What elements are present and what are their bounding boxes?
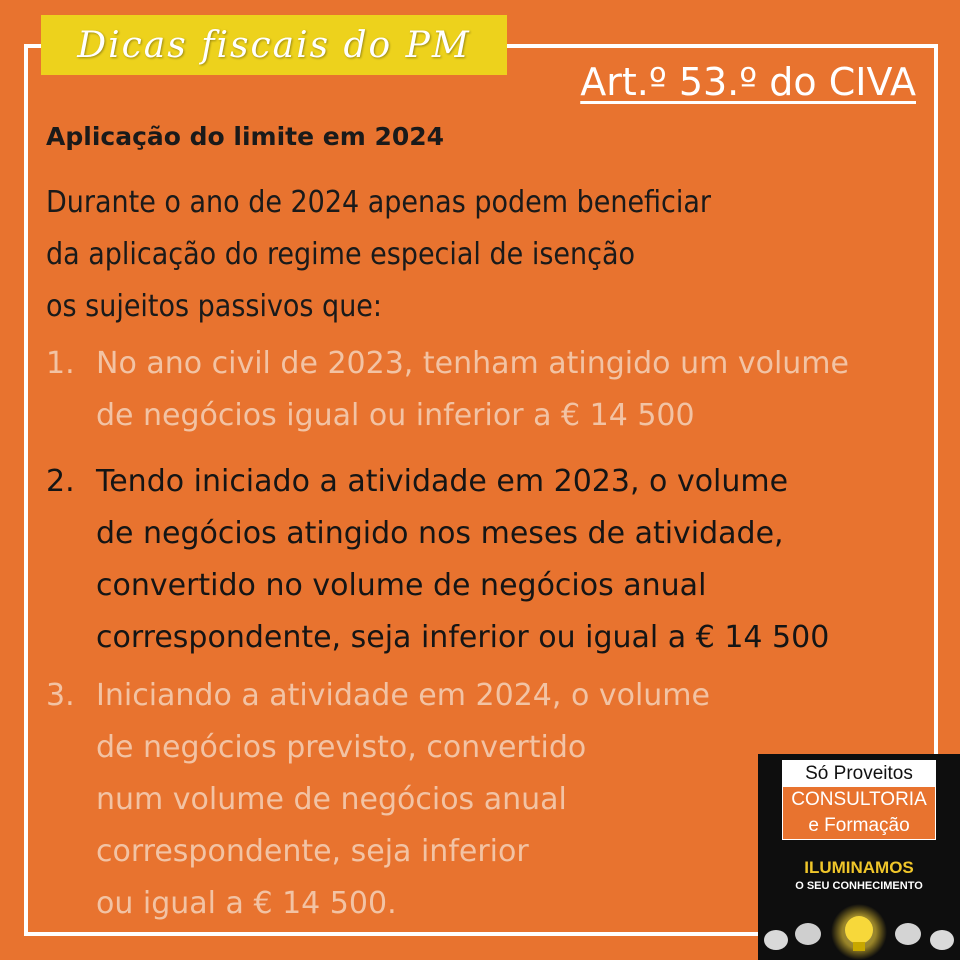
logo-line-1: Só Proveitos (783, 761, 935, 787)
lightbulbs-icon (758, 904, 960, 960)
item-line: Iniciando a atividade em 2024, o volume (96, 678, 710, 713)
logo-slogan-1: ILUMINAMOS (804, 858, 914, 877)
item-line: ou igual a € 14 500. (96, 886, 397, 921)
intro-line: os sujeitos passivos que: (46, 289, 383, 324)
logo-name-box (782, 760, 936, 840)
intro-paragraph (46, 177, 711, 333)
item-line: Tendo iniciado a atividade em 2023, o volume (96, 464, 789, 499)
item-line: de negócios atingido nos meses de atividade, (96, 516, 784, 551)
subtitle: Aplicação do limite em 2024 (46, 122, 445, 151)
item-number: 1. (46, 346, 75, 381)
item-line: No ano civil de 2023, tenham atingido um volume (96, 346, 849, 381)
item-line: de negócios igual ou inferior a € 14 500 (96, 398, 695, 433)
item-number: 3. (46, 678, 75, 713)
item-number: 2. (46, 464, 75, 499)
item-line: convertido no volume de negócios anual (96, 568, 707, 603)
company-logo (758, 754, 960, 960)
item-line: de negócios previsto, convertido (96, 730, 587, 765)
badge-text: Dicas fiscais do PM (77, 24, 471, 66)
item-line: correspondente, seja inferior (96, 834, 529, 869)
logo-slogan-2: O SEU CONHECIMENTO (795, 880, 923, 892)
intro-line: Durante o ano de 2024 apenas podem beneficiar (46, 185, 712, 220)
intro-line: da aplicação do regime especial de isenção (46, 237, 635, 272)
item-line: correspondente, seja inferior ou igual a € 14 500 (96, 620, 830, 655)
header-badge (41, 15, 507, 75)
item-line: num volume de negócios anual (96, 782, 567, 817)
logo-line-3: e Formação (783, 813, 935, 839)
article-title: Art.º 53.º do CIVA (580, 60, 916, 104)
logo-line-2: CONSULTORIA (783, 787, 935, 813)
